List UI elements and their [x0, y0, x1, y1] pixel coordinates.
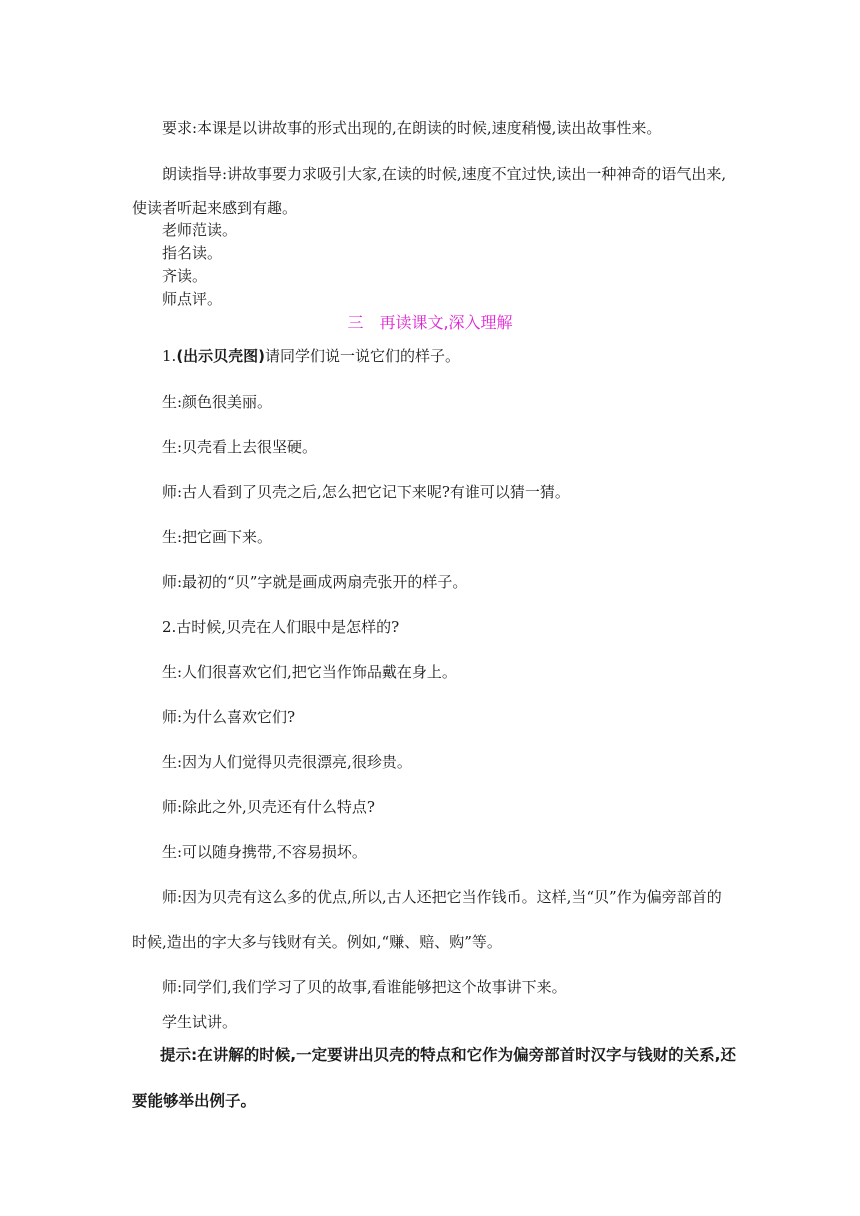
teacher-comments-line: 师点评。 [162, 290, 223, 308]
reading-guidance-line-2: 使读者听起来感到有趣。 [132, 199, 298, 217]
teacher-reads-line: 老师范读。 [162, 221, 238, 239]
together-read-line: 齐读。 [162, 267, 208, 285]
question-2-line: 2.古时候,贝壳在人们眼中是怎样的? [162, 618, 400, 636]
student-answer-6: 生:可以随身携带,不容易损坏。 [162, 843, 367, 861]
named-read-line: 指名读。 [162, 244, 223, 262]
teacher-explanation-line-1: 师:因为贝壳有这么多的优点,所以,古人还把它当作钱币。这样,当“贝”作为偏旁部首的 [162, 888, 722, 906]
teacher-question-1: 师:古人看到了贝壳之后,怎么把它记下来呢?有谁可以猜一猜。 [162, 483, 570, 501]
question-1-bold-note: (出示贝壳图) [176, 347, 266, 365]
teacher-question-2: 师:为什么喜欢它们? [162, 708, 296, 726]
hint-line-2: 要能够举出例子。 [132, 1092, 257, 1110]
student-answer-4: 生:人们很喜欢它们,把它当作饰品戴在身上。 [162, 663, 457, 681]
teacher-prompt-retell: 师:同学们,我们学习了贝的故事,看谁能够把这个故事讲下来。 [162, 978, 567, 996]
question-1-number: 1. [162, 347, 177, 365]
question-1-line [162, 346, 460, 366]
requirement-paragraph: 要求:本课是以讲故事的形式出现的,在朗读的时候,速度稍慢,读出故事性来。 [162, 119, 662, 137]
teacher-explanation-line-2: 时候,造出的字大多与钱财有关。例如,“赚、赔、购”等。 [132, 933, 502, 951]
teacher-question-3: 师:除此之外,贝壳还有什么特点? [162, 798, 375, 816]
section-heading: 三 再读课文,深入理解 [347, 313, 513, 332]
student-answer-2: 生:贝壳看上去很坚硬。 [162, 438, 318, 456]
question-1-text: 请同学们说一说它们的样子。 [265, 347, 461, 365]
students-try-line: 学生试讲。 [162, 1013, 238, 1031]
hint-line-1: 提示:在讲解的时候,一定要讲出贝壳的特点和它作为偏旁部首时汉字与钱财的关系,还 [160, 1046, 736, 1064]
reading-guidance-line-1: 朗读指导:讲故事要力求吸引大家,在读的时候,速度不宜过快,读出一种神奇的语气出来, [162, 165, 727, 183]
student-answer-1: 生:颜色很美丽。 [162, 393, 273, 411]
teacher-statement-1: 师:最初的“贝”字就是画成两扇壳张开的样子。 [162, 573, 468, 591]
student-answer-5: 生:因为人们觉得贝壳很漂亮,很珍贵。 [162, 753, 412, 771]
student-answer-3: 生:把它画下来。 [162, 528, 273, 546]
